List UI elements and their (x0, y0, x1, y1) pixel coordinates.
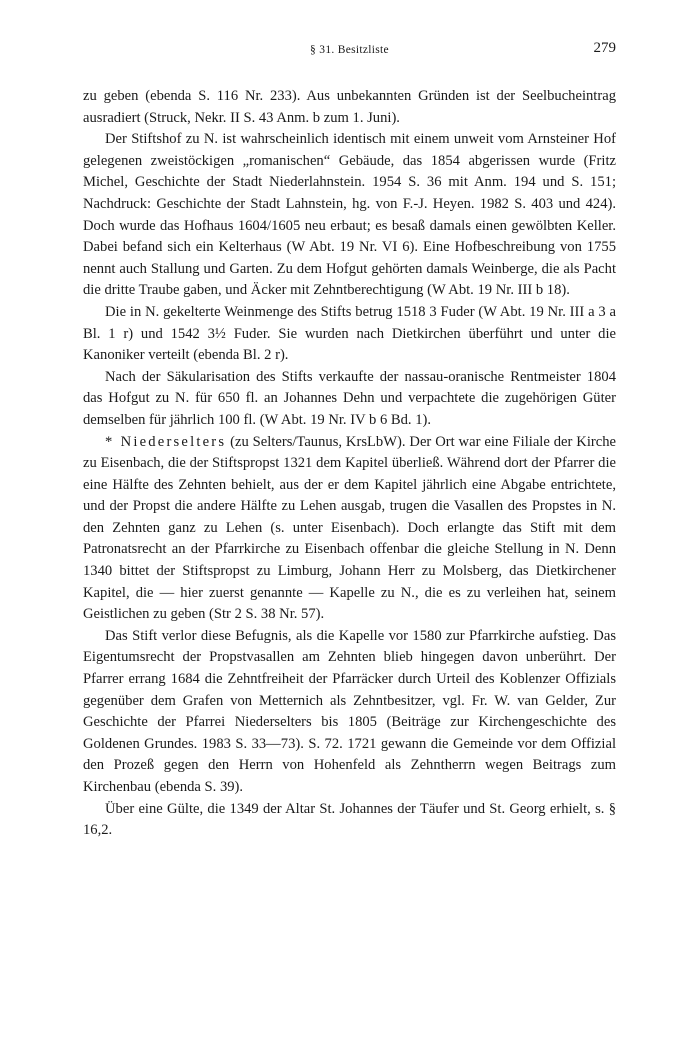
paragraph-text: Das Stift verlor diese Befugnis, als die Kapelle vor 1580 zur Pfarrkirche aufstieg. Das Eigentumsrecht der Propstvasallen am Zehnten blieb hingegen davon unberührt. Der Pfarrer errang 1684 die Zehntfreiheit der Pfarräcker durch Urteil des Koblenzer Offizials gegenüber dem Grafen von Metternich als Zehntbesitzer, vgl. Fr. W. van Gelder, Zur Geschichte der Pfarrei Niederselters bis 1805 (Beiträge zur Kirchengeschichte des Goldenen Grundes. 1983 S. 33—73). S. 72. 1721 gewann die Gemeinde vor dem Offizial den Prozeß gegen den Herrn von Hohenfeld als Zehntherrn wegen Beitrags zum Kirchenbau (ebenda S. 39). (83, 627, 616, 795)
paragraph-text: (zu Selters/Taunus, KrsLbW). Der Ort war eine Filiale der Kirche zu Eisenbach, die der Stiftspropst 1321 dem Kapitel überließ. Während dort der Pfarrer die eine Hälfte des Zehnten behielt, aus der er dem Kapitel jährlich eine Abgabe entrichtete, und der Propst die andere Hälfte zu Lehen ausgab, trugen die Vasallen des Propstes in N. den Zehnten ganz zu Lehen (s. unter Eisenbach). Doch erlangte das Stift mit dem Patronatsrecht an der Pfarrkirche zu Eisenbach offenbar die gleiche Stellung in N. Denn 1340 bittet der Stiftspropst zu Limburg, Johann Herr zu Molsberg, das Dietkirchener Kapitel, die — hier zuerst genannte — Kapelle zu N., die es zu verleihen hat, seinem Geistlichen zu geben (Str 2 S. 38 Nr. 57). (83, 433, 616, 623)
page-header (83, 40, 616, 66)
page-number: 279 (593, 40, 616, 56)
paragraph-3 (83, 302, 616, 367)
paragraph-7 (83, 799, 616, 842)
body-text (83, 86, 616, 842)
paragraph-2 (83, 129, 616, 302)
paragraph-text: zu geben (ebenda S. 116 Nr. 233). Aus unbekannten Gründen ist der Seelbucheintrag ausradiert (Struck, Nekr. II S. 43 Anm. b zum 1. Juni). (83, 88, 616, 126)
paragraph-text: Die in N. gekelterte Weinmenge des Stifts betrug 1518 3 Fuder (W Abt. 19 Nr. III a 3 a Bl. 1 r) und 1542 3½ Fuder. Sie wurden nach Dietkirchen überführt und unter die Kanoniker verteilt (ebenda Bl. 2 r). (83, 303, 616, 364)
paragraph-4 (83, 367, 616, 432)
entry-heading: * Niederselters (105, 433, 227, 450)
paragraph-text: Über eine Gülte, die 1349 der Altar St. Johannes der Täufer und St. Georg erhielt, s. § 16,2. (83, 800, 616, 839)
paragraph-text: Nach der Säkularisation des Stifts verkaufte der nassau-oranische Rentmeister 1804 das Hofgut zu N. für 650 fl. an Johannes Dehn und verpachtete die zugehörigen Güter demselben für jährlich 100 fl. (W Abt. 19 Nr. IV b 6 Bd. 1). (83, 368, 616, 428)
running-head: § 31. Besitzliste (310, 44, 389, 56)
paragraph-text: Der Stiftshof zu N. ist wahrscheinlich identisch mit einem unweit vom Arnsteiner Hof gelegenen zweistöckigen „romanischen“ Gebäude, das 1854 abgerissen wurde (Fritz Michel, Geschichte der Stadt Niederlahnstein. 1954 S. 36 mit Anm. 194 und S. 151; Nachdruck: Geschichte der Stadt Lahnstein, hg. von F.-J. Heyen. 1982 S. 403 und 424). Doch wurde das Hofhaus 1604/1605 neu erbaut; es besaß damals einen gewölbten Keller. Dabei befand sich ein Kelterhaus (W Abt. 19 Nr. VI 6). Eine Hofbeschreibung von 1755 nennt auch Stallung und Garten. Zu dem Hofgut gehörten damals Weinberge, die als Pacht die dritte Traube gaben, und Äcker mit Zehntberechtigung (W Abt. 19 Nr. III b 18). (83, 131, 616, 299)
document-page (83, 40, 616, 842)
paragraph-5 (83, 432, 616, 626)
paragraph-6 (83, 626, 616, 799)
paragraph-1 (83, 86, 616, 129)
